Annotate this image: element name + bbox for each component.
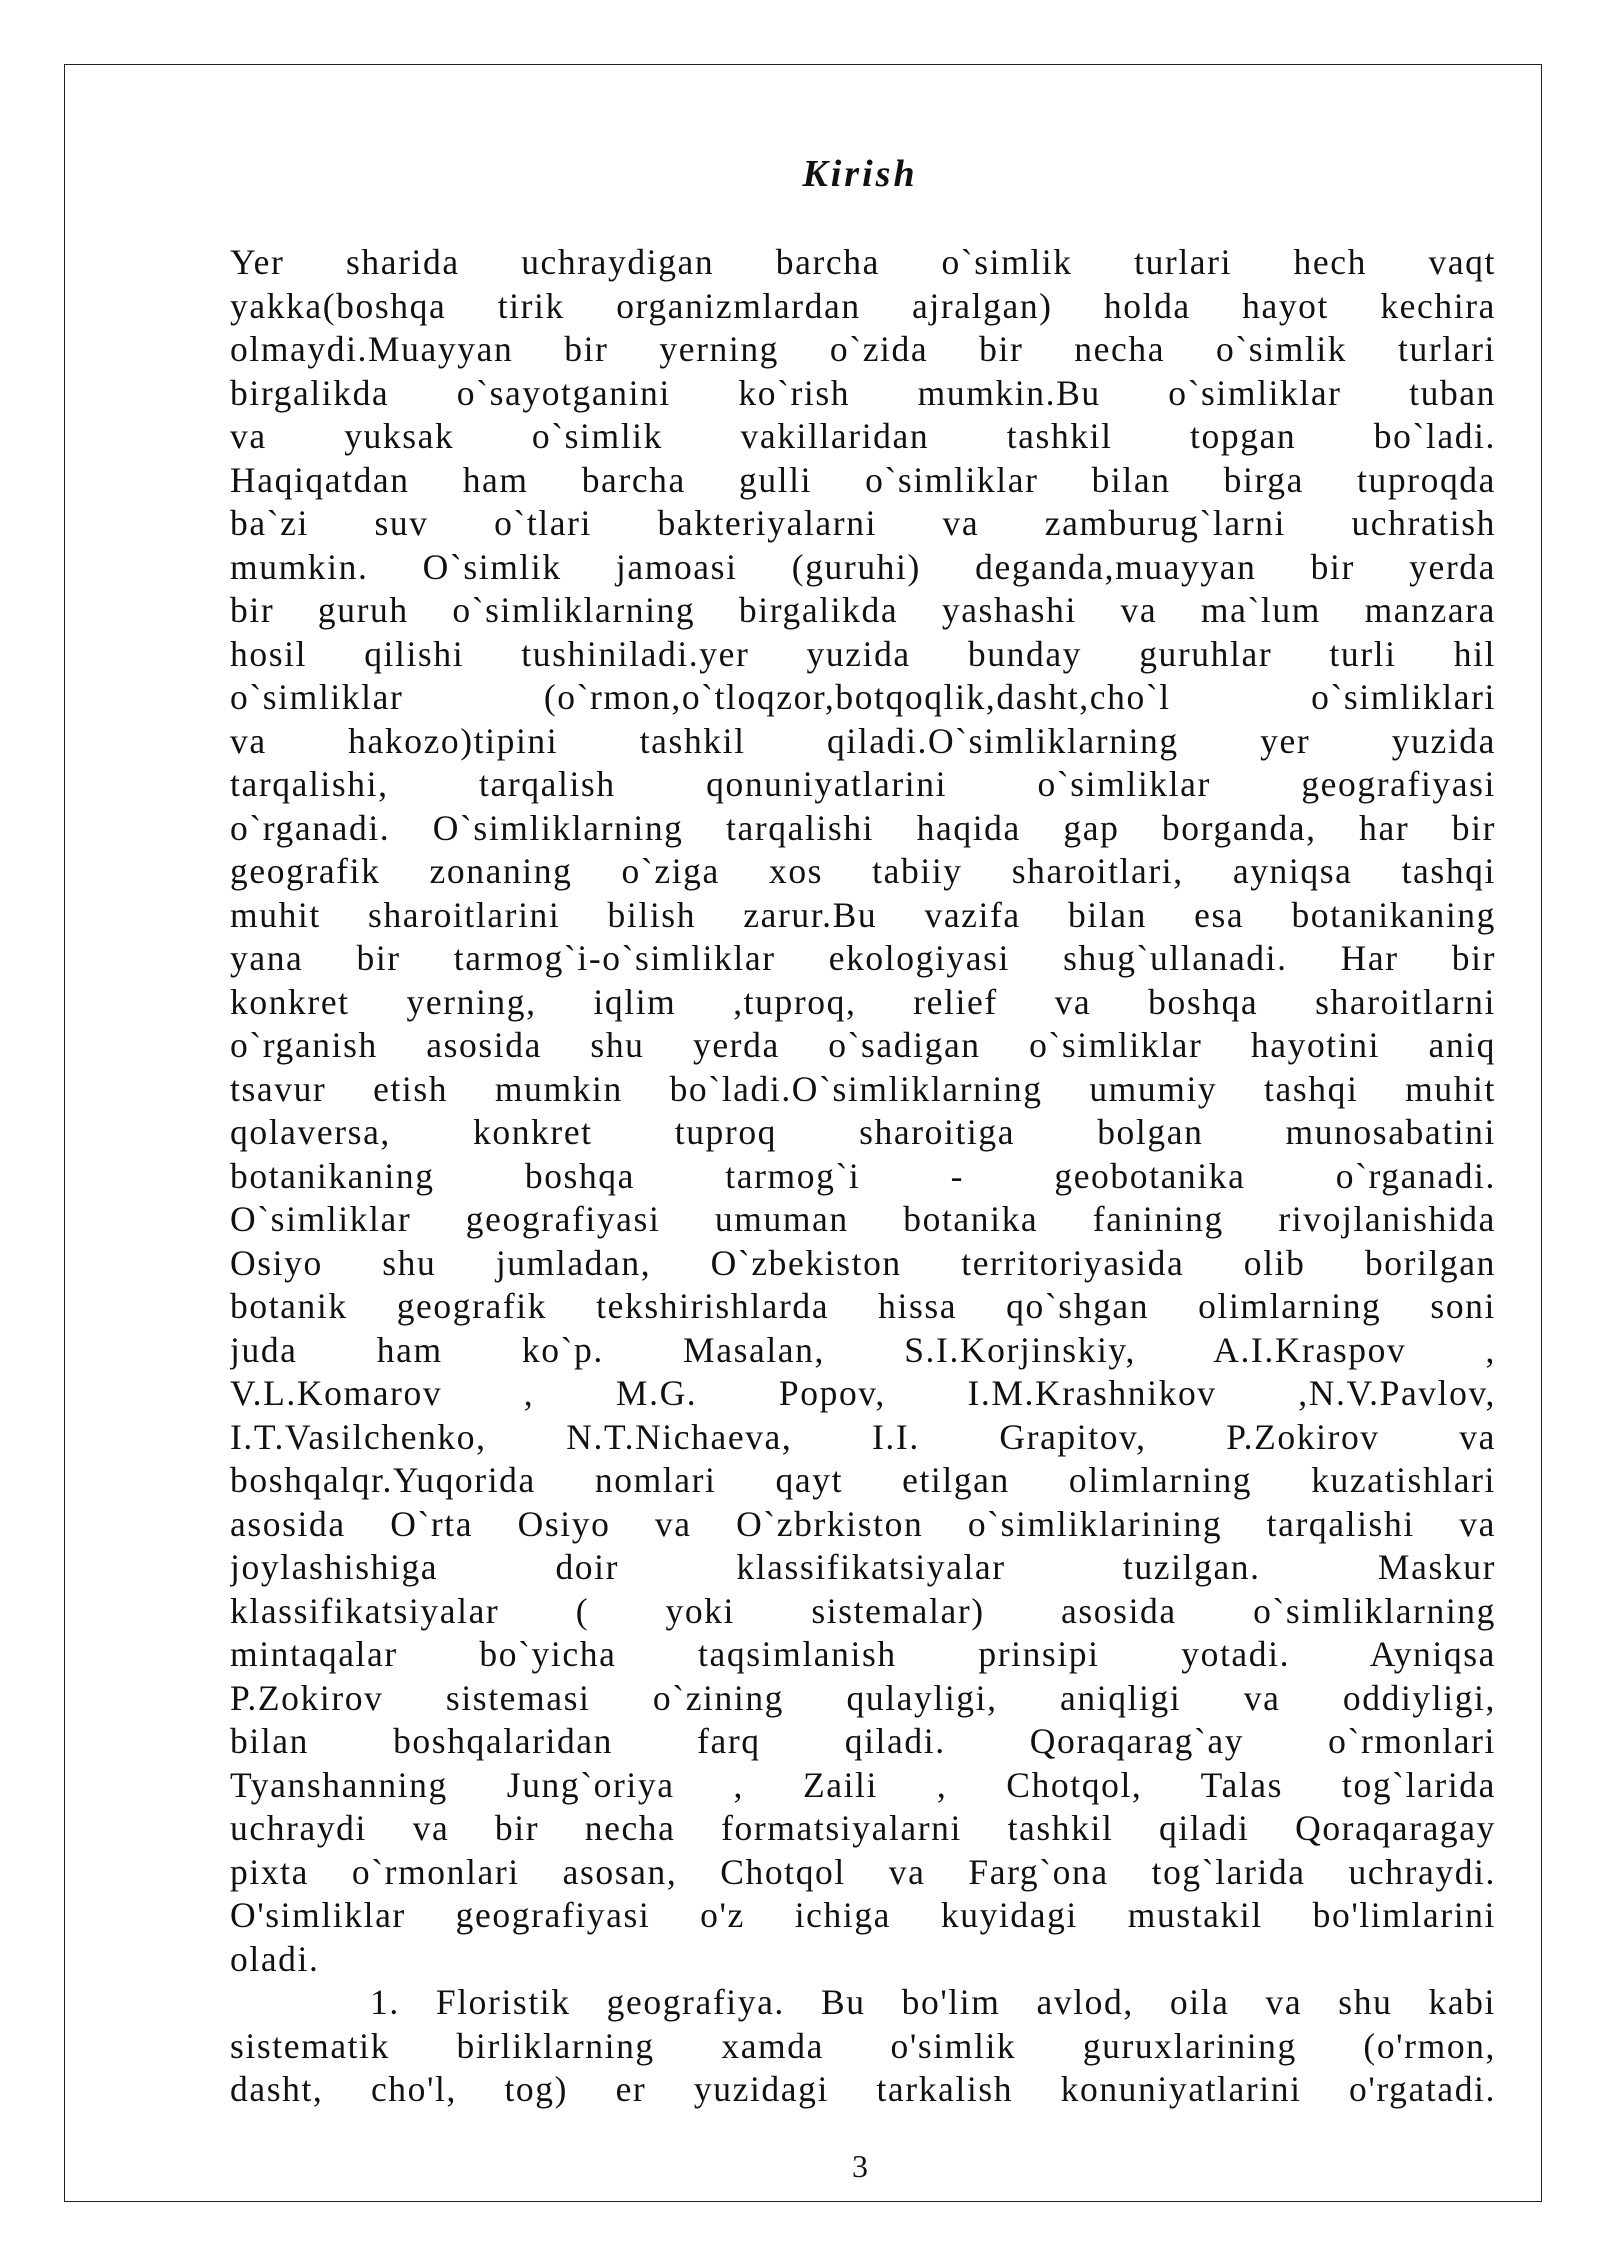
text-line: Osiyo shu jumladan, O`zbekiston territoriyasida olib borilgan [230, 1242, 1496, 1283]
text-line: Tyanshanning Jung`oriya , Zaili , Chotqol, Talas tog`larida [230, 1764, 1496, 1805]
text-line: joylashishiga doir klassifikatsiyalar tuzilgan. Maskur [230, 1547, 1496, 1587]
text-line: boshqalqr.Yuqorida nomlari qayt etilgan olimlarning kuzatishlari [230, 1460, 1496, 1500]
text-line: mintaqalar bo`yicha taqsimlanish prinsipi yotadi. Ayniqsa [230, 1634, 1496, 1674]
text-line: P.Zokirov sistemasi o`zining qulayligi, aniqligi va oddiyligi, [230, 1677, 1496, 1718]
text-line: juda ham ko`p. Masalan, S.I.Korjinskiy, A.I.Kraspov , [230, 1329, 1496, 1370]
text-line: o`simliklar (o`rmon,o`tloqzor,botqoqlik,dasht,cho`l o`simliklari [230, 677, 1496, 717]
text-line: bilan boshqalaridan farq qiladi. Qoraqarag`ay o`rmonlari [230, 1721, 1496, 1761]
text-line: va yuksak o`simlik vakillaridan tashkil topgan bo`ladi. [230, 416, 1496, 456]
text-line: pixta o`rmonlari asosan, Chotqol va Farg`ona tog`larida uchraydi. [230, 1851, 1496, 1892]
text-line: yana bir tarmog`i-o`simliklar ekologiyasi shug`ullanadi. Har bir [230, 938, 1496, 978]
text-line: o`rganish asosida shu yerda o`sadigan o`simliklar hayotini aniq [230, 1025, 1496, 1065]
text-line: asosida O`rta Osiyo va O`zbrkiston o`simliklarining tarqalishi va [230, 1503, 1496, 1544]
text-line: hosil qilishi tushiniladi.yer yuzida bunday guruhlar turli hil [230, 633, 1496, 674]
text-line: ba`zi suv o`tlari bakteriyalarni va zamburug`larni uchratish [230, 503, 1496, 543]
text-line: konkret yerning, iqlim ,tuproq, relief va boshqa sharoitlarni [230, 981, 1496, 1022]
text-line: Yer sharida uchraydigan barcha o`simlik turlari hech vaqt [230, 242, 1496, 282]
body-text [230, 241, 1496, 2112]
text-line: qolaversa, konkret tuproq sharoitiga bolgan munosabatini [230, 1112, 1496, 1152]
text-line: uchraydi va bir necha formatsiyalarni tashkil qiladi Qoraqaragay [230, 1808, 1496, 1848]
text-line: mumkin. O`simlik jamoasi (guruhi) deganda,muayyan bir yerda [230, 546, 1496, 587]
text-line: O'simliklar geografiyasi o'z ichiga kuyidagi mustakil bo'limlarini [230, 1895, 1496, 1935]
text-line: 1. Floristik geografiya. Bu bo'lim avlod, oila va shu kabi [370, 1982, 1496, 2022]
text-line: va hakozo)tipini tashkil qiladi.O`simliklarning yer yuzida [230, 720, 1496, 761]
text-line: botanik geografik tekshirishlarda hissa qo`shgan olimlarning soni [230, 1286, 1496, 1326]
text-line: klassifikatsiyalar ( yoki sistemalar) asosida o`simliklarning [230, 1590, 1496, 1631]
text-line: sistematik birliklarning xamda o'simlik guruxlarining (o'rmon, [230, 2025, 1496, 2066]
text-line: dasht, cho'l, tog) er yuzidagi tarkalish konuniyatlarini o'rgatadi. [230, 2069, 1496, 2109]
text-line: I.T.Vasilchenko, N.T.Nichaeva, I.I. Grapitov, P.Zokirov va [230, 1416, 1496, 1457]
text-line: muhit sharoitlarini bilish zarur.Bu vazifa bilan esa botanikaning [230, 894, 1496, 935]
page-number: 3 [852, 2148, 868, 2184]
text-line: Haqiqatdan ham barcha gulli o`simliklar bilan birga tuproqda [230, 459, 1496, 500]
text-line: birgalikda o`sayotganini ko`rish mumkin.Bu o`simliklar tuban [230, 372, 1496, 413]
text-line: botanikaning boshqa tarmog`i - geobotanika o`rganadi. [230, 1155, 1496, 1196]
text-line: V.L.Komarov , M.G. Popov, I.M.Krashnikov ,N.V.Pavlov, [230, 1373, 1496, 1413]
text-line: oladi. [230, 1938, 320, 1979]
text-line: yakka(boshqa tirik organizmlardan ajralgan) holda hayot kechira [230, 285, 1496, 326]
page-title: Kirish [802, 153, 918, 195]
text-line: tsavur etish mumkin bo`ladi.O`simliklarning umumiy tashqi muhit [230, 1068, 1496, 1109]
text-line: olmaydi.Muayyan bir yerning o`zida bir necha o`simlik turlari [230, 329, 1496, 369]
text-line: o`rganadi. O`simliklarning tarqalishi haqida gap borganda, har bir [230, 807, 1496, 848]
text-line: geografik zonaning o`ziga xos tabiiy sharoitlari, ayniqsa tashqi [230, 851, 1496, 891]
text-line: O`simliklar geografiyasi umuman botanika fanining rivojlanishida [230, 1199, 1496, 1239]
text-line: tarqalishi, tarqalish qonuniyatlarini o`simliklar geografiyasi [230, 764, 1496, 804]
text-line: bir guruh o`simliklarning birgalikda yashashi va ma`lum manzara [230, 590, 1496, 630]
